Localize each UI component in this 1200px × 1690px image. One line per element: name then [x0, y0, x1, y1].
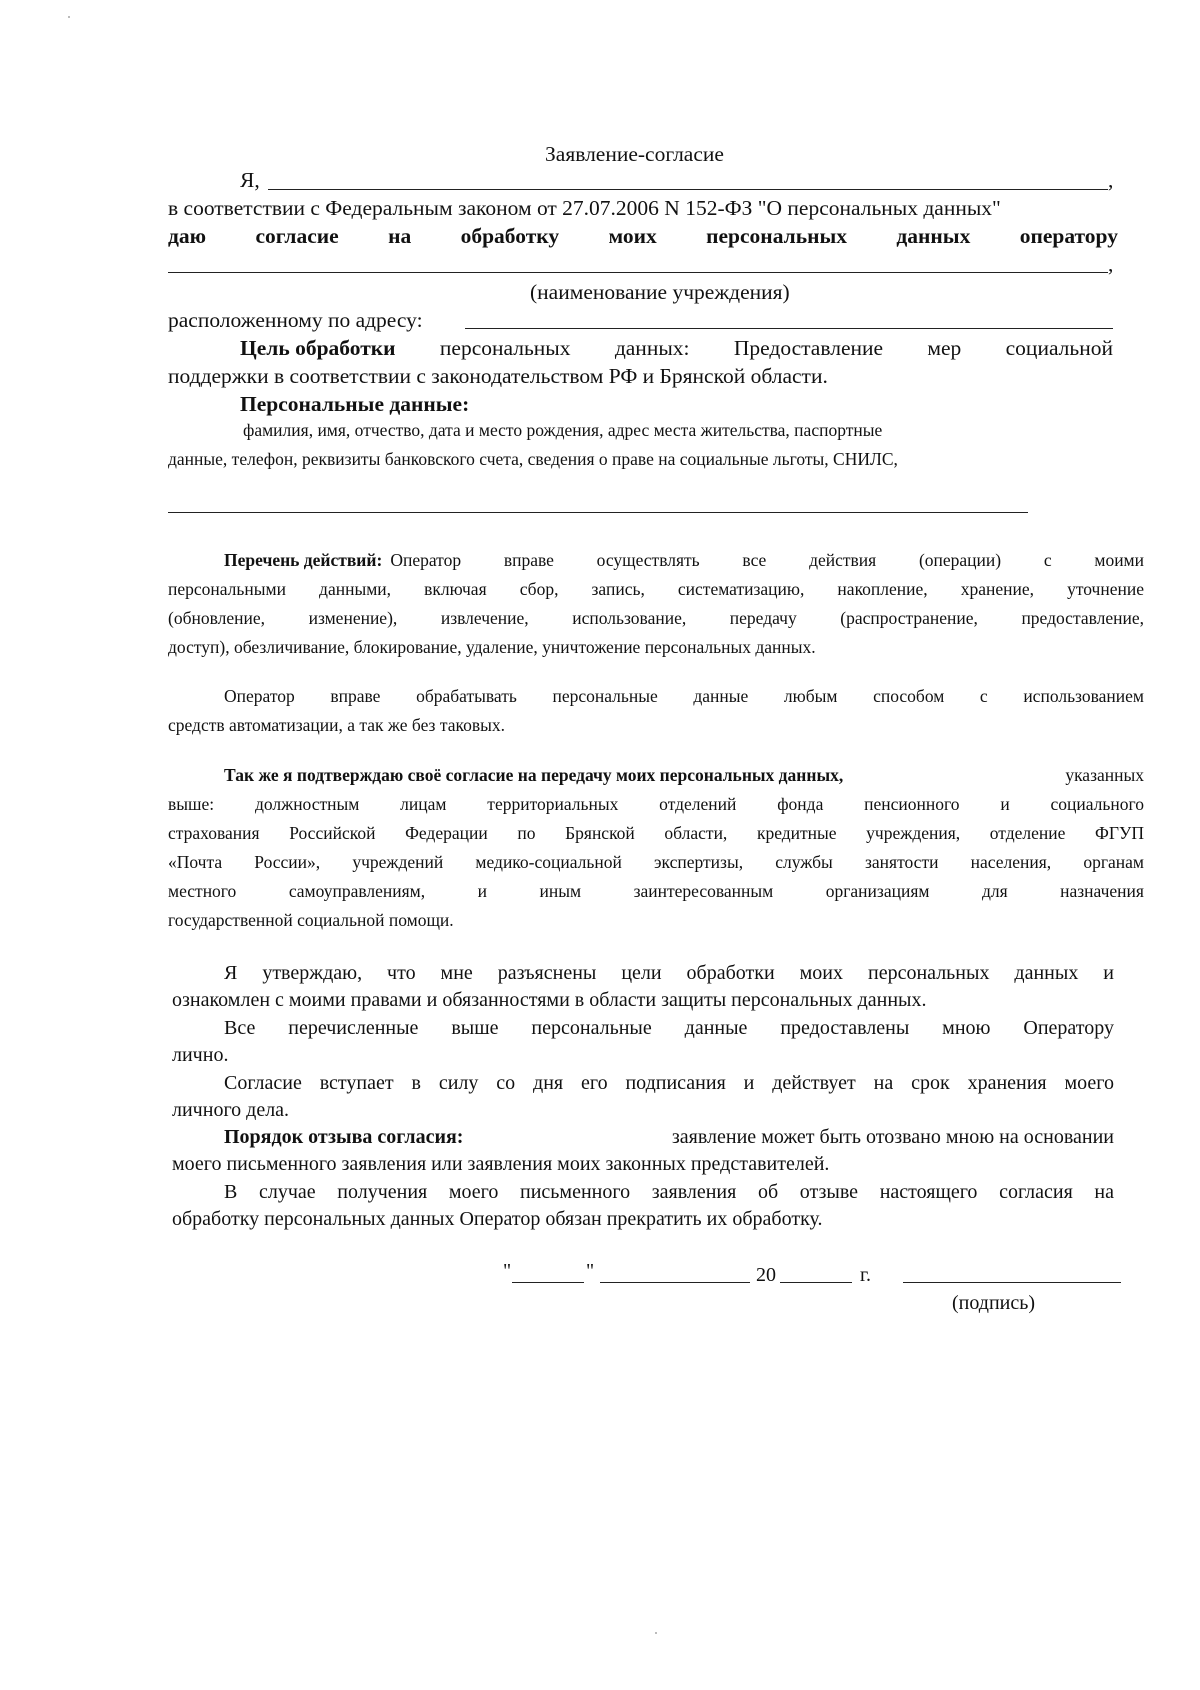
- consent-line: [168, 222, 1118, 250]
- purpose-word: персональных: [439, 336, 571, 360]
- actions-line-3: (обновление, изменение), извлечение, использование, передачу (распространение, предоставление,: [168, 608, 1144, 628]
- purpose-label: Цель обработки: [240, 336, 396, 360]
- actions-text-1: Оператор вправе осуществлять все действия (операции) с моими: [390, 550, 1144, 570]
- method-line-1: Оператор вправе обрабатывать персональные данные любым способом с использованием: [224, 686, 1144, 706]
- operator-name-field[interactable]: [168, 272, 1108, 273]
- transfer-word: иным: [539, 881, 582, 901]
- actions-line-2: персональными данными, включая сбор, запись, систематизацию, накопление, хранение, уточнение: [168, 579, 1144, 599]
- date-month-field[interactable]: [600, 1282, 750, 1283]
- actions-label: Перечень действий:: [224, 550, 383, 570]
- revocation-line-1: [224, 1124, 1114, 1150]
- transfer-word: назначения: [1060, 881, 1144, 901]
- date-quote-close: ": [586, 1260, 595, 1282]
- validity-line-1: Согласие вступает в силу со дня его подписания и действует на срок хранения моего: [224, 1072, 1114, 1094]
- actions-line-4: доступ), обезличивание, блокирование, удаление, уничтожение персональных данных.: [168, 637, 816, 657]
- operator-suffix: ,: [1108, 252, 1114, 276]
- confirm-line-2: ознакомлен с моими правами и обязанностями в области защиты персональных данных.: [172, 989, 927, 1011]
- validity-line-2: личного дела.: [172, 1099, 290, 1121]
- law-reference: в соответствии с Федеральным законом от 27.07.2006 N 152-ФЗ "О персональных данных": [168, 196, 1001, 220]
- date-year-prefix: 20: [756, 1264, 776, 1286]
- purpose-word: Предоставление: [733, 336, 884, 360]
- transfer-line-6: государственной социальной помощи.: [168, 910, 454, 930]
- address-field[interactable]: [465, 328, 1113, 329]
- transfer-word: самоуправлениям,: [288, 881, 426, 901]
- actions-line-1: [224, 548, 1144, 572]
- consent-word: данных: [896, 224, 971, 248]
- date-year-suffix: г.: [860, 1264, 871, 1286]
- revocation-label: Порядок отзыва согласия:: [224, 1126, 464, 1148]
- consent-word: обработку: [460, 224, 560, 248]
- operator-caption: (наименование учреждения): [530, 280, 790, 304]
- date-quote-open: ": [503, 1260, 512, 1282]
- applicant-name-field[interactable]: [268, 189, 1108, 190]
- purpose-word: данных:: [614, 336, 690, 360]
- purpose-word: социальной: [1005, 336, 1113, 360]
- termination-line-1: В случае получения моего письменного заявления об отзыве настоящего согласия на: [224, 1181, 1114, 1203]
- transfer-word: и: [477, 881, 487, 901]
- scan-speck: [655, 1632, 657, 1634]
- transfer-line-3: страхования Российской Федерации по Брянской области, кредитные учреждения, отделение ФГУП: [168, 823, 1144, 843]
- transfer-label: Так же я подтверждаю своё согласие на передачу моих персональных данных,: [224, 765, 844, 785]
- applicant-suffix: ,: [1108, 168, 1114, 192]
- signature-field[interactable]: [903, 1282, 1121, 1283]
- personal-data-line-1: фамилия, имя, отчество, дата и место рождения, адрес места жительства, паспортные: [243, 420, 883, 440]
- applicant-prefix: Я,: [240, 168, 260, 192]
- transfer-word: для: [981, 881, 1008, 901]
- document-title: Заявление-согласие: [545, 142, 724, 166]
- consent-word: моих: [608, 224, 657, 248]
- transfer-line-1: [224, 763, 1144, 787]
- scan-speck: [68, 16, 70, 18]
- transfer-text-1: указанных: [1065, 765, 1144, 785]
- consent-word: даю: [168, 224, 207, 248]
- purpose-line-1: [240, 334, 1113, 362]
- transfer-word: организациям: [825, 881, 930, 901]
- purpose-word: мер: [927, 336, 962, 360]
- consent-word: на: [388, 224, 412, 248]
- transfer-line-5: [168, 879, 1144, 903]
- provided-line-1: Все перечисленные выше персональные данные предоставлены мною Оператору: [224, 1017, 1114, 1039]
- consent-word: персональных: [706, 224, 847, 248]
- termination-line-2: обработку персональных данных Оператор обязан прекратить их обработку.: [172, 1208, 823, 1230]
- date-year-field[interactable]: [780, 1282, 852, 1283]
- consent-word: оператору: [1019, 224, 1118, 248]
- method-line-2: средств автоматизации, а так же без таковых.: [168, 715, 505, 735]
- personal-data-extra-field[interactable]: [168, 512, 1028, 513]
- address-label: расположенному по адресу:: [168, 308, 423, 332]
- personal-data-label: Персональные данные:: [240, 392, 470, 416]
- confirm-line-1: Я утверждаю, что мне разъяснены цели обработки моих персональных данных и: [224, 962, 1114, 984]
- signature-caption: (подпись): [952, 1292, 1036, 1314]
- personal-data-line-2: данные, телефон, реквизиты банковского счета, сведения о праве на социальные льготы, СНИЛС,: [168, 449, 898, 469]
- provided-line-2: лично.: [172, 1044, 229, 1066]
- consent-word: согласие: [255, 224, 339, 248]
- revocation-text-1: заявление может быть отозвано мною на основании: [671, 1126, 1114, 1148]
- transfer-line-2: выше: должностным лицам территориальных отделений фонда пенсионного и социального: [168, 794, 1144, 814]
- purpose-line-2: поддержки в соответствии с законодательством РФ и Брянской области.: [168, 364, 828, 388]
- transfer-line-4: «Почта России», учреждений медико-социальной экспертизы, службы занятости населения, органам: [168, 852, 1144, 872]
- date-day-field[interactable]: [512, 1282, 584, 1283]
- transfer-word: заинтересованным: [633, 881, 774, 901]
- transfer-word: местного: [168, 881, 237, 901]
- revocation-line-2: моего письменного заявления или заявления моих законных представителей.: [172, 1153, 830, 1175]
